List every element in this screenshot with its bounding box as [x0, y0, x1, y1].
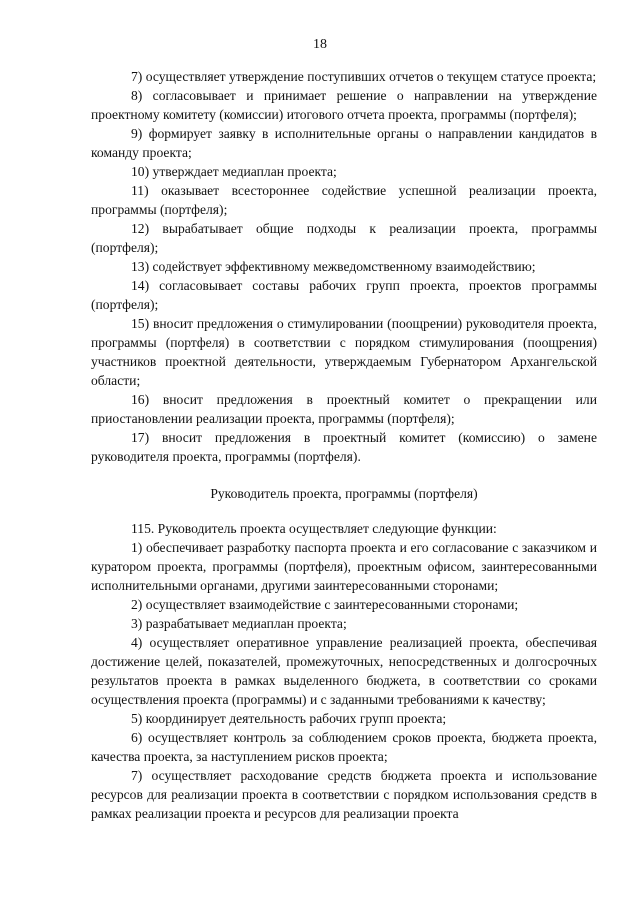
list-item: 17) вносит предложения в проектный комитет (комиссию) о замене руководителя проекта, программы (портфеля). [91, 430, 597, 464]
list-item: 9) формирует заявку в исполнительные органы о направлении кандидатов в команду проекта; [91, 126, 597, 160]
list-item: 3) разрабатывает медиаплан проекта; [131, 616, 347, 631]
list-item: 15) вносит предложения о стимулировании (поощрении) руководителя проекта, программы (портфеля) в соответствии с порядком стимулирования (поощрения) участников проектной деятельности, утверждаемым Губернатором Архангельской области; [91, 316, 597, 388]
list-item: 4) осуществляет оперативное управление реализацией проекта, обеспечивая достижение целей, показателей, промежуточных, непосредственных и долгосрочных результатов проекта в рамках выделенного бюджета, в соответствии со сроками осуществления проекта (программы) и с заданными требованиями к качеству; [91, 635, 597, 707]
section-a-list [91, 67, 597, 466]
list-item: 7) осуществляет утверждение поступивших отчетов о текущем статусе проекта; [131, 69, 597, 84]
list-item: 7) осуществляет расходование средств бюджета проекта и использование ресурсов для реализации проекта в соответствии с порядком использования средств в рамках реализации проекта и ресурсов для реализации проекта [91, 768, 597, 821]
list-item: 10) утверждает медиаплан проекта; [131, 164, 337, 179]
section-heading: Руководитель проекта, программы (портфеля) [210, 486, 478, 501]
list-item: 2) осуществляет взаимодействие с заинтересованными сторонами; [131, 597, 519, 612]
list-item: 13) содействует эффективному межведомственному взаимодействию; [131, 259, 536, 274]
list-item: 12) вырабатывает общие подходы к реализации проекта, программы (портфеля); [91, 221, 597, 255]
list-item: 11) оказывает всестороннее содействие успешной реализации проекта, программы (портфеля); [91, 183, 597, 217]
list-item: 16) вносит предложения в проектный комитет о прекращении или приостановлении реализации проекта, программы (портфеля); [91, 392, 597, 426]
list-item: 8) согласовывает и принимает решение о направлении на утверждение проектному комитету (комиссии) итогового отчета проекта, программы (портфеля); [91, 88, 597, 122]
list-item: 1) обеспечивает разработку паспорта проекта и его согласование с заказчиком и куратором проекта, программы (портфеля), проектным офисом, заинтересованными исполнительными органами, другими заинтересованными сторонами; [91, 540, 597, 593]
list-item: 5) координирует деятельность рабочих групп проекта; [131, 711, 447, 726]
list-item: 6) осуществляет контроль за соблюдением сроков проекта, бюджета проекта, качества проекта, за наступлением рисков проекта; [91, 730, 597, 764]
section-b-list [91, 519, 597, 823]
section-intro: 115. Руководитель проекта осуществляет следующие функции: [131, 521, 497, 536]
document-body [91, 67, 597, 823]
list-item: 14) согласовывает составы рабочих групп проекта, проектов программы (портфеля); [91, 278, 597, 312]
page-number: 18 [313, 37, 327, 52]
